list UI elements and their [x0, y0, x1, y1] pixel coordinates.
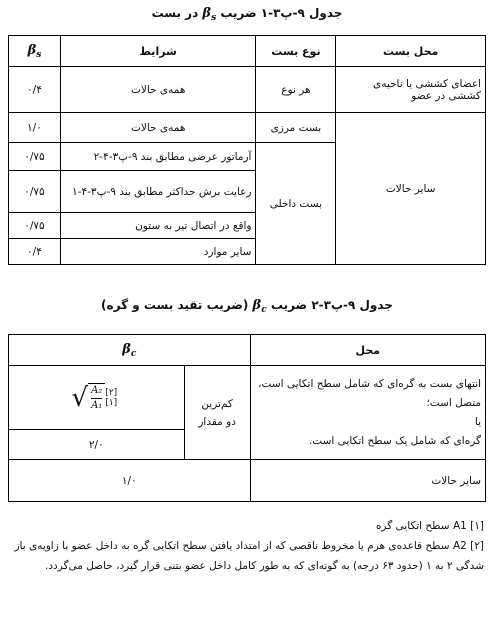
cell-location: انتهای بست به گره‌ای که شامل سطح اتکایی است، متصل است؛ یا گره‌ای که شامل یک سطح اتکایی است. [250, 366, 485, 460]
table-header-row [9, 36, 486, 67]
cell-min-label: کم‌ترین دو مقدار [184, 366, 250, 460]
cell-condition: رعایت برش حداکثر مطابق بند ۹-پ۳-۴-۱ [60, 171, 256, 213]
footnote-1: [۱] A1 سطح اتکایی گره [375, 520, 484, 532]
cell-value: ۱/۰ [9, 460, 251, 502]
header-location: محل بست [336, 36, 486, 67]
table-row [9, 67, 486, 113]
cell-value: ۰/۷۵ [9, 143, 61, 171]
cell-value: ۰/۷۵ [9, 213, 61, 239]
beta-c-symbol: $\beta_c$ [252, 298, 267, 315]
table1-title: جدول ۹-پ۳-۱ ضریب $\beta_s$ در بست [151, 6, 343, 23]
cell-location: اعضای کششی یا ناحیه‌ی کششی در عضو [336, 67, 486, 113]
header-location: محل [250, 335, 485, 366]
cell-value: ۰/۴ [9, 239, 61, 265]
header-beta-s: $\beta_s$ [9, 36, 61, 67]
table-row [9, 460, 486, 502]
table-row [9, 366, 486, 430]
footnotes [10, 516, 484, 576]
cell-formula [9, 366, 185, 430]
footnote-2: [۲] A2 سطح قاعده‌ی هرم یا مخروط ناقصی که از امتداد یافتن سطح اتکایی گره به داخل عضو با زاویه‌ی باز شدگی ۲ به ۱ (حدود ۶۳ درجه) به گونه‌ای که به طور کامل داخل عضو بتنی قرار گیرد، حاصل می‌گردد. [14, 540, 484, 572]
header-conditions: شرایط [60, 36, 256, 67]
table-header-row [9, 335, 486, 366]
cell-condition: واقع در اتصال تیر به ستون [60, 213, 256, 239]
cell-value: ۰/۷۵ [9, 171, 61, 213]
cell-condition: سایر موارد [60, 239, 256, 265]
header-type: نوع بست [256, 36, 336, 67]
header-beta-c: $\beta_c$ [9, 335, 251, 366]
cell-value: ۲/۰ [9, 430, 185, 460]
beta-c-table [8, 334, 486, 502]
cell-location: سایر حالات [250, 460, 485, 502]
beta-s-table [8, 35, 486, 265]
cell-type: هر نوع [256, 67, 336, 113]
cell-value: ۰/۴ [9, 67, 61, 113]
sqrt-formula: √ $\frac{\text{A₂}}{\text{A₁}}$ [۲] [۱] [71, 382, 118, 413]
cell-location: سایر حالات [336, 113, 486, 265]
table2-title: جدول ۹-پ۳-۲ ضریب $\beta_c$ (ضریب تقید بست و گره) [101, 298, 393, 315]
beta-s-symbol: $\beta_s$ [202, 6, 217, 23]
cell-condition: همه‌ی حالات [60, 67, 256, 113]
cell-type: بست مرزی [256, 113, 336, 143]
cell-value: ۱/۰ [9, 113, 61, 143]
sqrt-icon: √ [71, 382, 89, 413]
table-row [9, 113, 486, 143]
cell-type: بست داخلی [256, 143, 336, 265]
cell-condition: همه‌ی حالات [60, 113, 256, 143]
cell-condition: آرماتور عرضی مطابق بند ۹-پ۳-۴-۲ [60, 143, 256, 171]
